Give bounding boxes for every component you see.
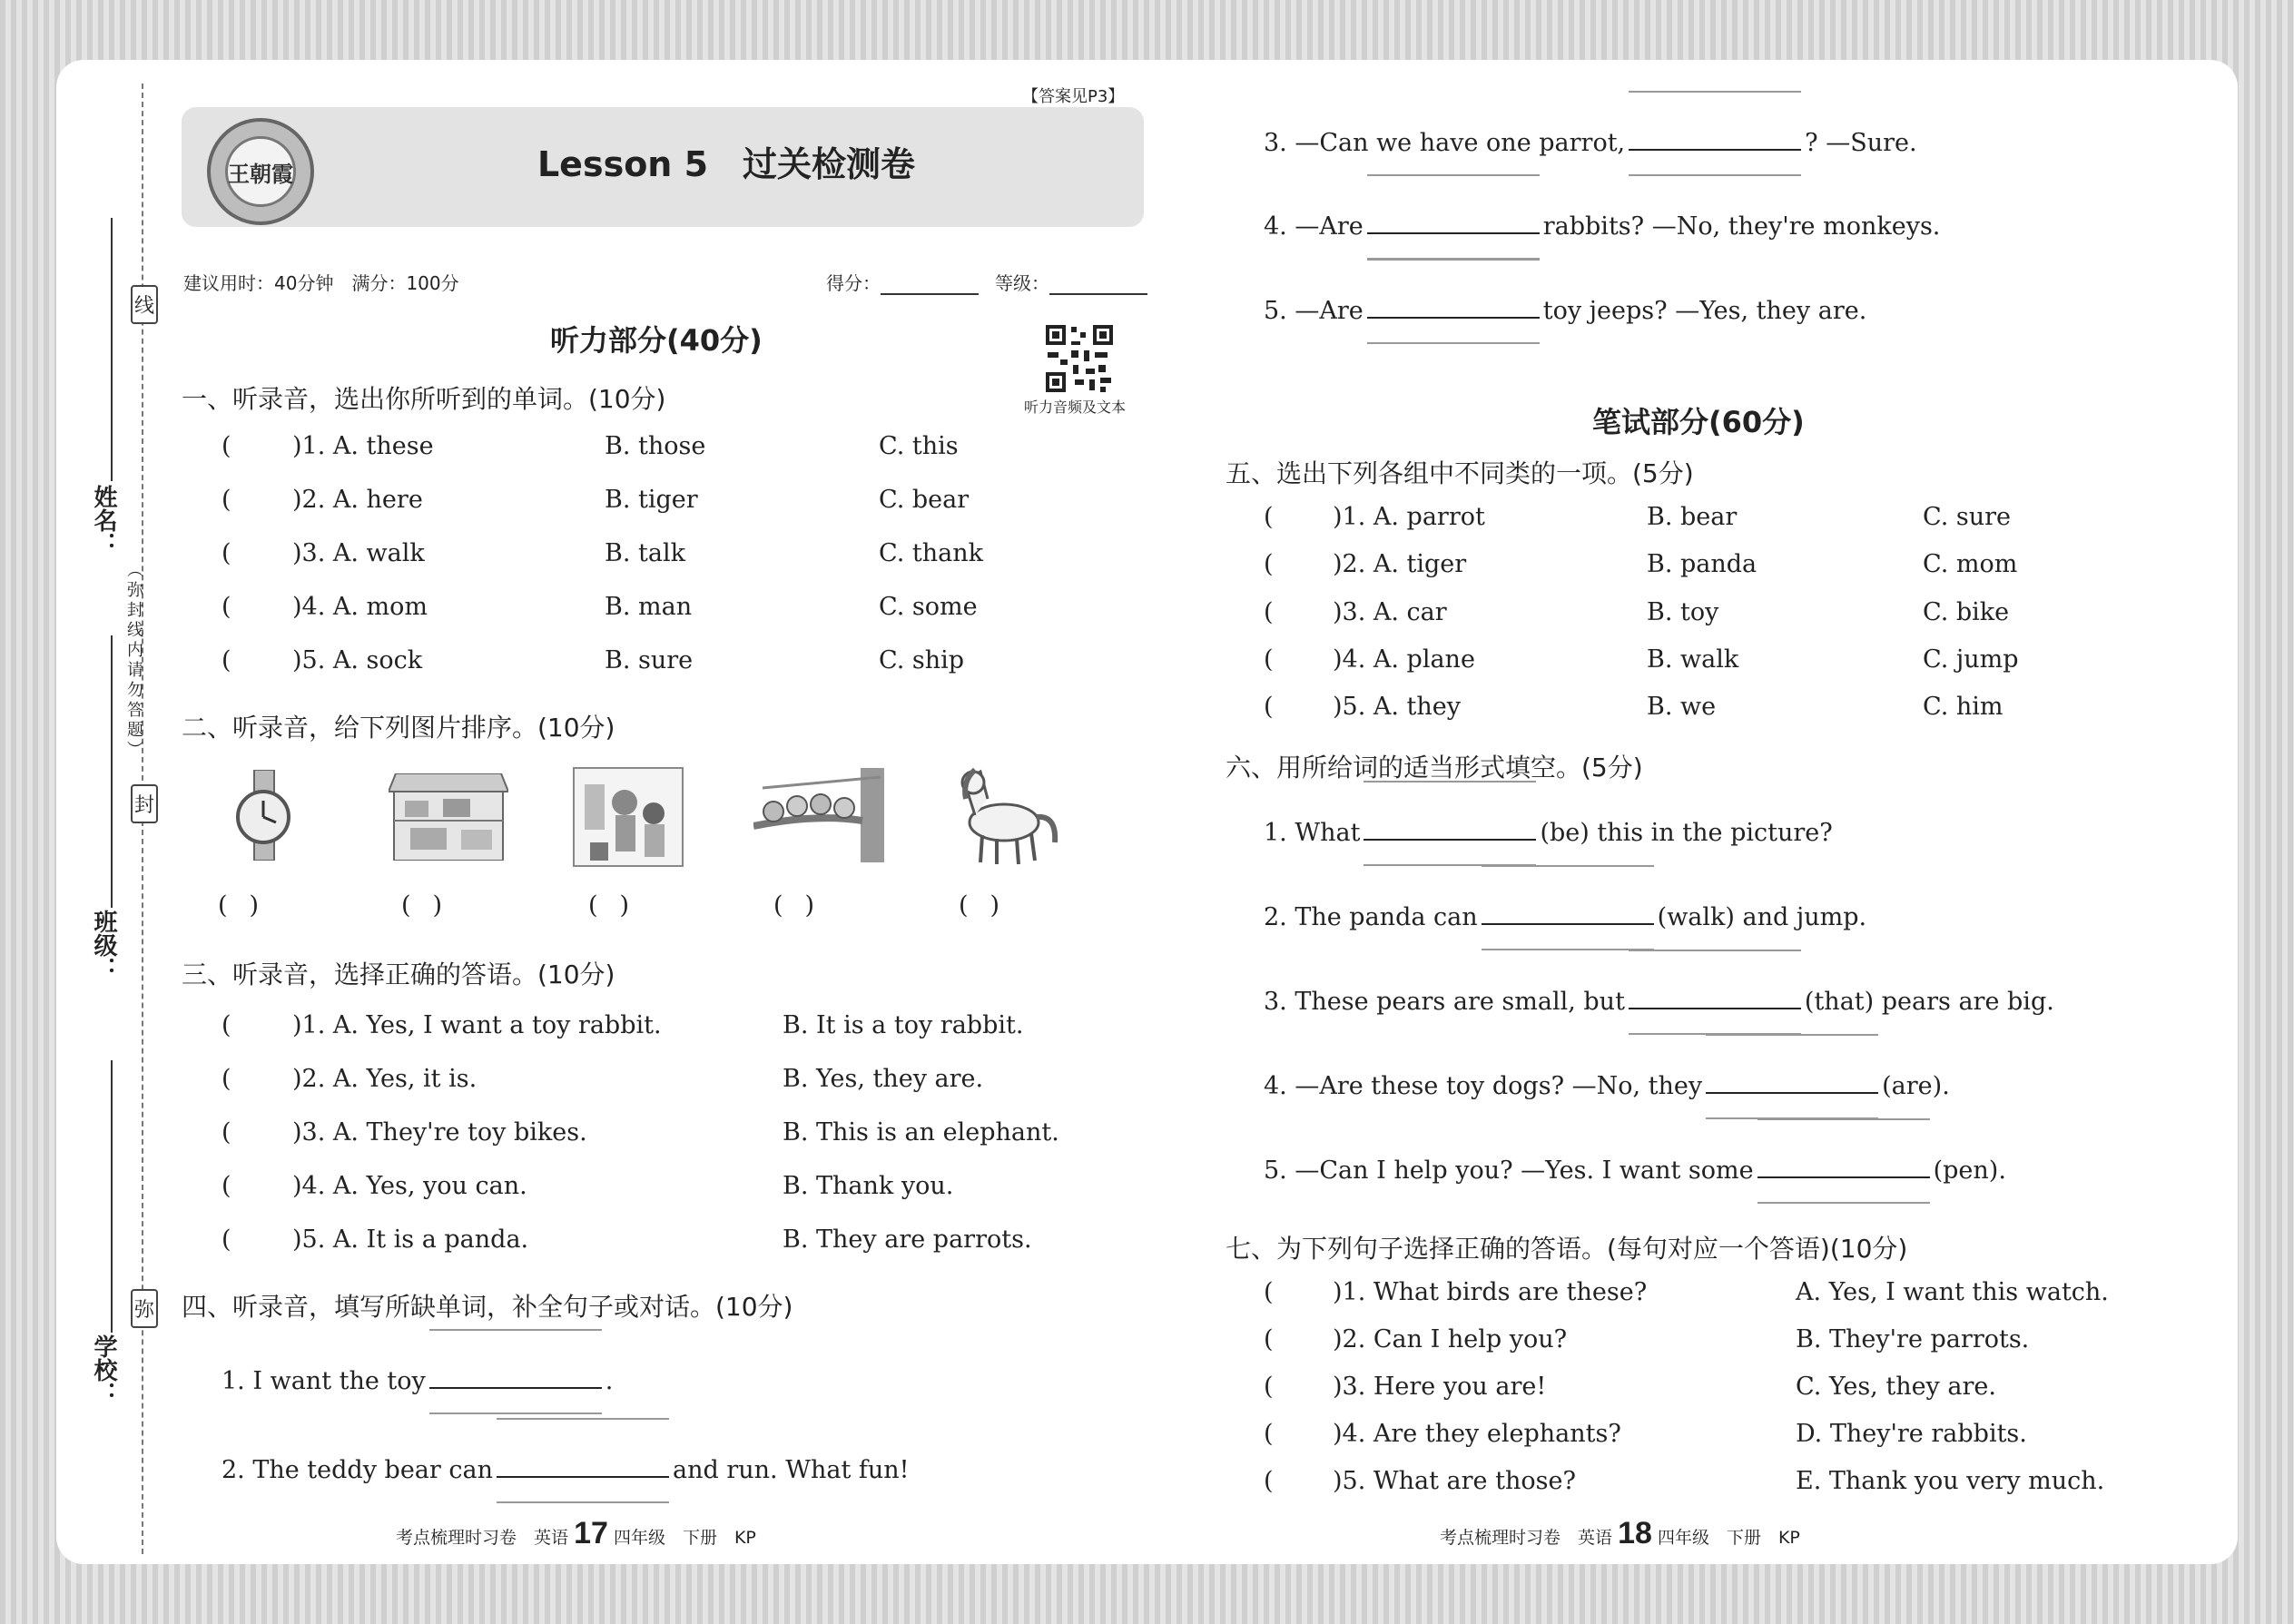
answer-paren[interactable]: (: [1264, 645, 1274, 674]
list-item: )2. A. Yes, it is.: [292, 1065, 478, 1093]
option-b: B. walk: [1647, 645, 1739, 674]
list-item: )5. A. It is a panda.: [292, 1225, 529, 1254]
list-item: )2. Can I help you?: [1333, 1325, 1568, 1353]
pony-icon: [944, 763, 1060, 870]
answer-option: C. Yes, they are.: [1796, 1373, 1996, 1401]
page-number: 17: [574, 1516, 608, 1550]
answer-paren[interactable]: (: [222, 1065, 231, 1093]
answer-paren[interactable]: (: [1264, 1420, 1274, 1448]
footer-left: 考点梳理时习卷 英语 17 四年级 下册 KP: [396, 1516, 756, 1550]
answer-paren[interactable]: (: [222, 1011, 231, 1039]
class-line: [111, 635, 113, 908]
list-item: )3. A. walk: [292, 539, 425, 567]
answer-paren[interactable]: (: [222, 1172, 231, 1200]
option-c: C. thank: [879, 539, 983, 567]
option-c: C. ship: [879, 646, 965, 674]
section-3-title: 三、听录音，选择正确的答语。(10分): [182, 960, 615, 989]
qr-caption: 听力音频及文本: [1024, 399, 1127, 416]
school-label: 学校：: [90, 1334, 117, 1405]
answer-paren[interactable]: (: [1264, 503, 1274, 531]
publisher-logo: 王朝霞: [207, 118, 314, 225]
option-b: B. Thank you.: [783, 1172, 954, 1200]
fill-item: 1. I want the toy .: [222, 1362, 613, 1395]
option-c: C. jump: [1923, 645, 2019, 674]
toy-shop-icon: [572, 766, 684, 871]
answer-paren[interactable]: (: [1264, 1325, 1274, 1353]
answer-reference: 【答案见P3】: [1022, 87, 1125, 106]
option-c: C. bike: [1923, 598, 2010, 626]
option-c: C. sure: [1923, 503, 2011, 531]
seal-mark-feng: 封: [131, 784, 158, 823]
fill-blank[interactable]: [1367, 291, 1540, 319]
section-4-title: 四、听录音，填写所缺单词，补全句子或对话。(10分): [182, 1292, 793, 1322]
answer-paren[interactable]: (: [222, 1118, 231, 1147]
fill-item: 3. —Can we have one parrot, ? —Sure.: [1264, 123, 1917, 157]
option-b: B. talk: [605, 539, 685, 567]
option-c: C. him: [1923, 693, 2004, 721]
order-paren-2[interactable]: (): [401, 891, 465, 920]
fill-item: 2. The panda can (walk) and jump.: [1264, 898, 1866, 931]
answer-option: A. Yes, I want this watch.: [1796, 1278, 2109, 1306]
option-b: B. man: [605, 593, 693, 621]
order-paren-4[interactable]: (): [773, 891, 837, 920]
grade-field: 等级：: [995, 269, 1147, 295]
list-item: )4. Are they elephants?: [1333, 1420, 1621, 1448]
answer-paren[interactable]: (: [222, 432, 231, 460]
fill-blank[interactable]: [1629, 123, 1801, 151]
option-c: C. bear: [879, 486, 970, 514]
watch-icon: [227, 770, 300, 864]
seal-mark-mi: 弥: [131, 1289, 158, 1328]
list-item: )2. A. here: [292, 486, 423, 514]
order-paren-5[interactable]: (): [959, 891, 1022, 920]
option-b: B. panda: [1647, 550, 1757, 578]
fill-blank[interactable]: [497, 1451, 669, 1478]
option-b: B. It is a toy rabbit.: [783, 1011, 1024, 1039]
list-item: )5. A. sock: [292, 646, 423, 674]
answer-paren[interactable]: (: [222, 486, 231, 514]
list-item: )2. A. tiger: [1333, 550, 1467, 578]
answer-paren[interactable]: (: [1264, 598, 1274, 626]
listening-heading: 听力部分(40分): [550, 323, 763, 358]
option-b: B. Yes, they are.: [783, 1065, 984, 1093]
list-item: )3. A. car: [1333, 598, 1447, 626]
fill-blank[interactable]: [429, 1362, 602, 1389]
answer-paren[interactable]: (: [1264, 1373, 1274, 1401]
qr-code-icon[interactable]: [1044, 323, 1115, 394]
time-info: 建议用时：40分钟 满分：100分: [183, 272, 459, 294]
name-line: [111, 218, 113, 481]
answer-paren[interactable]: (: [1264, 550, 1274, 578]
list-item: )1. A. Yes, I want a toy rabbit.: [292, 1011, 662, 1039]
answer-paren[interactable]: (: [222, 1225, 231, 1254]
list-item: )4. A. Yes, you can.: [292, 1172, 527, 1200]
list-item: )4. A. plane: [1333, 645, 1475, 674]
fill-blank[interactable]: [1364, 813, 1536, 841]
fill-item: 2. The teddy bear can and run. What fun!: [222, 1451, 910, 1484]
fill-item: 5. —Can I help you? —Yes. I want some (pen).: [1264, 1151, 2006, 1185]
writing-heading: 笔试部分(60分): [1592, 405, 1805, 439]
order-paren-1[interactable]: (): [218, 891, 281, 920]
answer-paren[interactable]: (: [222, 646, 231, 674]
answer-paren[interactable]: (: [1264, 1278, 1274, 1306]
list-item: )5. What are those?: [1333, 1467, 1576, 1495]
seal-notice: （弥封线内请勿答题）: [124, 561, 143, 761]
answer-paren[interactable]: (: [1264, 693, 1274, 721]
order-paren-3[interactable]: (): [588, 891, 652, 920]
toy-shelf-icon: [389, 773, 508, 864]
option-b: B. They are parrots.: [783, 1225, 1032, 1254]
score-field: 得分：: [826, 269, 979, 295]
fill-blank[interactable]: [1482, 898, 1654, 925]
class-label: 班级：: [90, 910, 117, 980]
page-number: 18: [1618, 1516, 1652, 1550]
option-c: C. this: [879, 432, 959, 460]
list-item: )3. Here you are!: [1333, 1373, 1547, 1401]
section-6-title: 六、用所给词的适当形式填空。(5分): [1226, 753, 1643, 782]
list-item: )5. A. they: [1333, 693, 1462, 721]
section-5-title: 五、选出下列各组中不同类的一项。(5分): [1226, 458, 1694, 488]
birds-on-branch-icon: [753, 768, 888, 866]
page-title: Lesson 5 过关检测卷: [537, 144, 916, 184]
option-c: C. some: [879, 593, 978, 621]
section-1-title: 一、听录音，选出你所听到的单词。(10分): [182, 384, 666, 414]
fill-blank[interactable]: [1706, 1067, 1878, 1094]
fill-item: 3. These pears are small, but (that) pears are big.: [1264, 982, 2054, 1016]
fill-blank[interactable]: [1757, 1151, 1930, 1178]
answer-option: D. They're rabbits.: [1796, 1420, 2027, 1448]
option-b: B. bear: [1647, 503, 1738, 531]
answer-option: E. Thank you very much.: [1796, 1467, 2105, 1495]
section-7-title: 七、为下列句子选择正确的答语。(每句对应一个答语)(10分): [1226, 1234, 1908, 1264]
option-b: B. This is an elephant.: [783, 1118, 1059, 1147]
list-item: )1. A. parrot: [1333, 503, 1485, 531]
school-line: [111, 1060, 113, 1333]
fill-item: 1. What (be) this in the picture?: [1264, 813, 1833, 847]
footer-right: 考点梳理时习卷 英语 18 四年级 下册 KP: [1440, 1516, 1800, 1550]
answer-option: B. They're parrots.: [1796, 1325, 2030, 1353]
list-item: )1. A. these: [292, 432, 434, 460]
answer-paren[interactable]: (: [222, 539, 231, 567]
seal-mark-xian: 线: [131, 285, 158, 324]
answer-paren[interactable]: (: [222, 593, 231, 621]
fill-item: 4. —Are rabbits? —No, they're monkeys.: [1264, 207, 1940, 241]
option-b: B. tiger: [605, 486, 698, 514]
section-2-title: 二、听录音，给下列图片排序。(10分): [182, 713, 615, 743]
list-item: )1. What birds are these?: [1333, 1278, 1648, 1306]
fill-blank[interactable]: [1367, 207, 1540, 234]
option-b: B. sure: [605, 646, 694, 674]
option-b: B. toy: [1647, 598, 1719, 626]
fill-blank[interactable]: [1629, 982, 1801, 1009]
option-b: B. those: [605, 432, 706, 460]
fill-item: 5. —Are toy jeeps? —Yes, they are.: [1264, 291, 1866, 325]
name-label: 姓名：: [90, 485, 117, 556]
option-c: C. mom: [1923, 550, 2018, 578]
list-item: )3. A. They're toy bikes.: [292, 1118, 587, 1147]
answer-paren[interactable]: (: [1264, 1467, 1274, 1495]
option-b: B. we: [1647, 693, 1717, 721]
fill-item: 4. —Are these toy dogs? —No, they (are).: [1264, 1067, 1950, 1100]
list-item: )4. A. mom: [292, 593, 428, 621]
